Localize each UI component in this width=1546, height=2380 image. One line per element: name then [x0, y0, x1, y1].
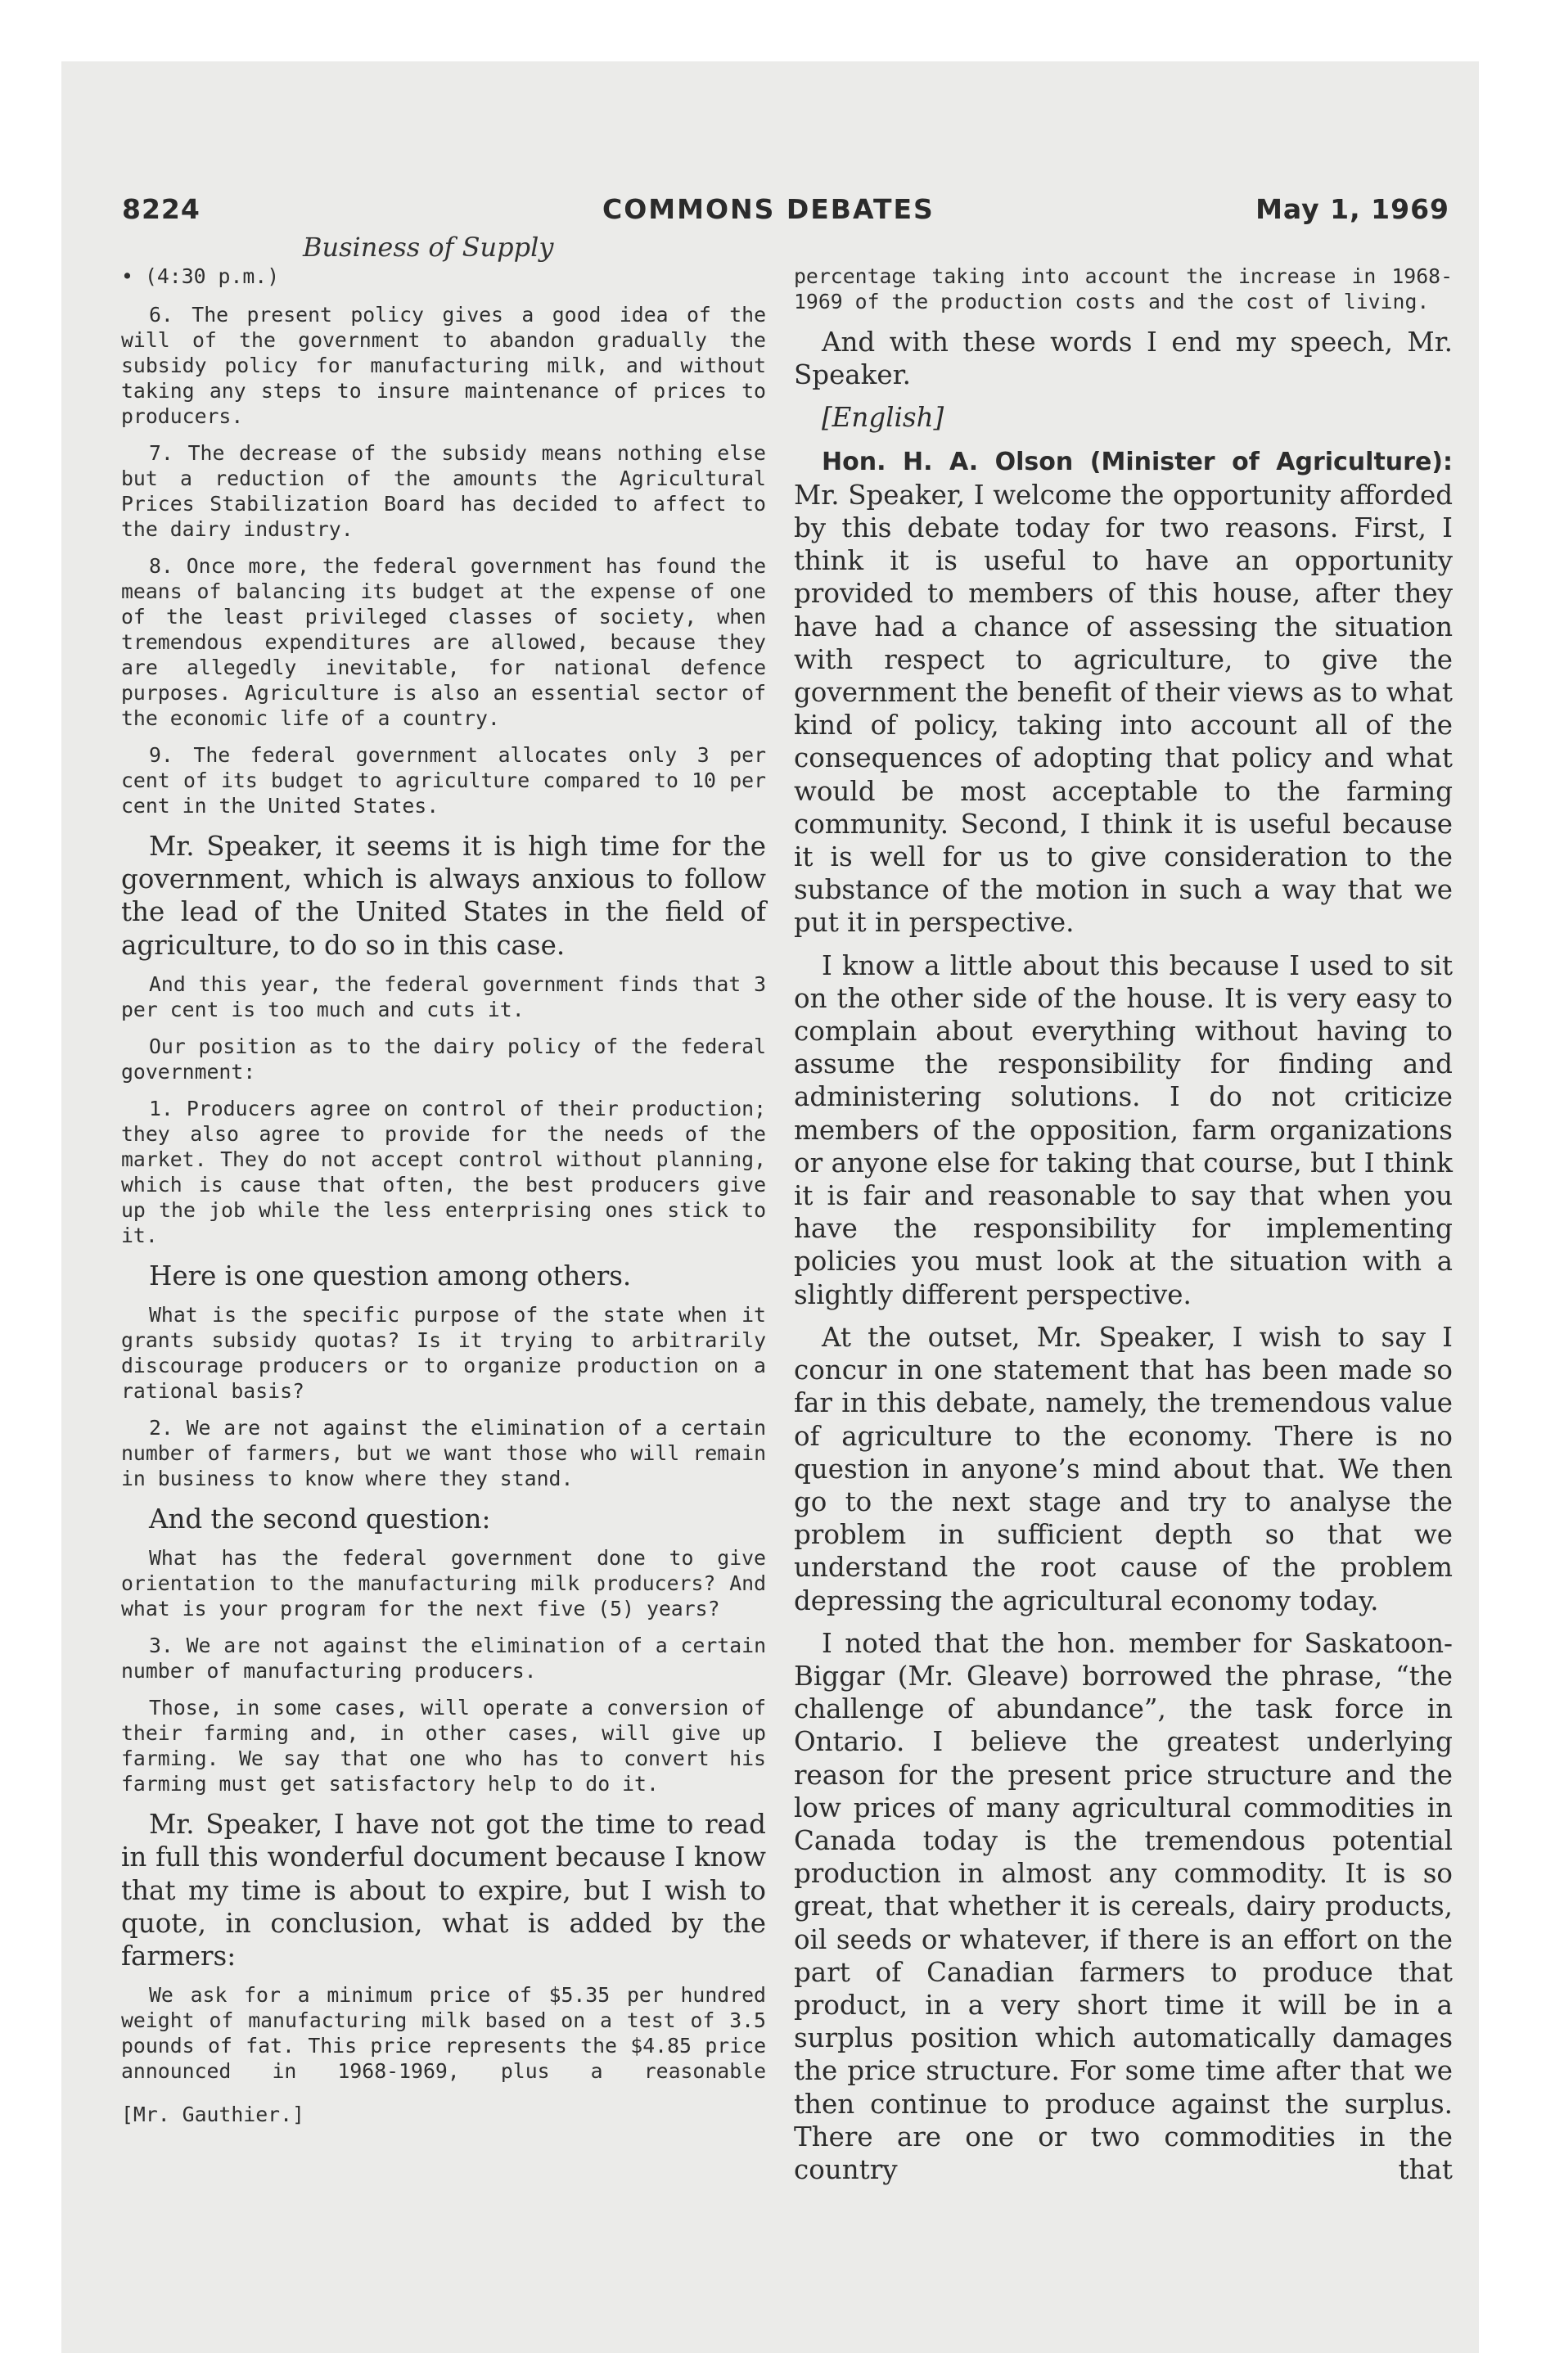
right-column	[794, 264, 1453, 2196]
speech-text: Mr. Speaker, I welcome the opportunity afforded by this debate today for two reasons. First, I think it is useful to have an opportunity provided to members of this house, after they have had a chance of assessing the situation with respect to agriculture, to give the government the benefit of their views as to what kind of policy, taking into account all of the consequences of adopting that policy and what would be most acceptable to the farming community. Second, I think it is useful because it is well for us to give consideration to the substance of the motion in such a way that we put it in perspective.	[794, 479, 1453, 939]
speech-paragraph: At the outset, Mr. Speaker, I wish to say I concur in one statement that has been made so far in this debate, namely, the tremendous value of agriculture to the economy. There is no question in anyone’s mind about that. We then go to the next stage and try to analyse the problem in sufficient depth so that we understand the root cause of the problem depressing the agricultural economy today.	[794, 1321, 1453, 1616]
speech-paragraph: I noted that the hon. member for Saskatoon-Biggar (Mr. Gleave) borrowed the phrase, “the challenge of abundance”, the task force in Ontario. I believe the greatest underlying reason for the present price structure and the low prices of many agricultural commodities in Canada today is the tremendous potential production in almost any commodity. It is so great, that whether it is cereals, dairy products, oil seeds or whatever, if there is an effort on the part of Canadian farmers to produce that product, in a very short time it will be in a surplus position which automatically damages the price structure. For some time after that we then continue to produce against the surplus. There are one or two commodities in the country that	[794, 1627, 1453, 2185]
quote-item-6: 6. The present policy gives a good idea of the will of the government to abandon gradually the subsidy policy for manufacturing milk, and without taking any steps to insure maintenance of prices to producers.	[121, 303, 766, 428]
quote-item-8: 8. Once more, the federal government has found the means of balancing its budget at the expense of one of the least privileged classes of society, when tremendous expenditures are allowed, because they are allegedly inevitable, for national defence purposes. Agriculture is also an essential sector of the economic life of a country.	[121, 554, 766, 730]
speaker-name: Hon. H. A. Olson (Minister of Agriculture):	[822, 447, 1453, 476]
time-text: (4:30 p.m.)	[144, 264, 280, 288]
page-number: 8224	[122, 193, 201, 225]
quote-item-7: 7. The decrease of the subsidy means nothing else but a reduction of the amounts the Agricultural Prices Stabilization Board has decided to affect to the dairy industry.	[121, 441, 766, 541]
quote-paragraph: We ask for a minimum price of $5.35 per hundred weight of manufacturing milk based on a test of 3.5 pounds of fat. This price represents the $4.85 price announced in 1968-1969, plus a reasonable	[121, 1983, 766, 2084]
speech-paragraph: Mr. Speaker, it seems it is high time for the government, which is always anxious to follow the lead of the United States in the field of agriculture, to do so in this case.	[121, 831, 766, 961]
quote-paragraph: What is the specific purpose of the state when it grants subsidy quotas? Is it trying to arbitrarily discourage producers or to organize production on a rational basis?	[121, 1303, 766, 1404]
speech-paragraph: Mr. Speaker, I have not got the time to read in full this wonderful document because I know that my time is about to expire, but I wish to quote, in conclusion, what is added by the farmers:	[121, 1809, 766, 1972]
quote-continuation: percentage taking into account the increase in 1968-1969 of the production costs and the cost of living.	[794, 264, 1453, 313]
left-column	[121, 264, 766, 2139]
publication-date: May 1, 1969	[1255, 193, 1449, 225]
language-tag: [English]	[822, 402, 944, 434]
time-stamp	[121, 264, 766, 289]
speaker-attribution: [Mr. Gauthier.]	[121, 2103, 304, 2127]
quote-item-9: 9. The federal government allocates only 3 per cent of its budget to agriculture compared to 10 per cent in the United States.	[121, 743, 766, 818]
quote-item-1: 1. Producers agree on control of their production; they also agree to provide for the needs of the market. They do not accept control without planning, which is cause that often, the best producers give up the job while the less enterprising ones stick to it.	[121, 1096, 766, 1247]
quote-paragraph: Our position as to the dairy policy of the federal government:	[121, 1034, 766, 1084]
section-title: Business of Supply	[303, 232, 554, 263]
bullet-icon: •	[121, 264, 133, 288]
speech-paragraph: And the second question:	[149, 1503, 491, 1535]
speech-paragraph: I know a little about this because I used to sit on the other side of the house. It is very easy to complain about everything without having to assume the responsibility for finding and administering solutions. I do not criticize members of the opposition, farm organizations or anyone else for taking that course, but I think it is fair and reasonable to say that when you have the responsibility for implementing policies you must look at the situation with a slightly different perspective.	[794, 949, 1453, 1310]
quote-paragraph: What has the federal government done to give orientation to the manufacturing milk producers? And what is your program for the next five (5) years?	[121, 1546, 766, 1621]
quote-paragraph: Those, in some cases, will operate a conversion of their farming and, in other cases, will give up farming. We say that one who has to convert his farming must get satisfactory help to do it.	[121, 1696, 766, 1796]
quote-paragraph: And this year, the federal government finds that 3 per cent is too much and cuts it.	[121, 971, 766, 1021]
quote-item-2: 2. We are not against the elimination of a certain number of farmers, but we want those who will remain in business to know where they stand.	[121, 1416, 766, 1491]
quote-item-3: 3. We are not against the elimination of a certain number of manufacturing producers.	[121, 1634, 766, 1684]
speech-paragraph	[794, 444, 1453, 940]
publication-title: COMMONS DEBATES	[602, 193, 935, 225]
speech-paragraph: Here is one question among others.	[149, 1260, 632, 1291]
speech-paragraph: And with these words I end my speech, Mr. Speaker.	[794, 327, 1453, 391]
